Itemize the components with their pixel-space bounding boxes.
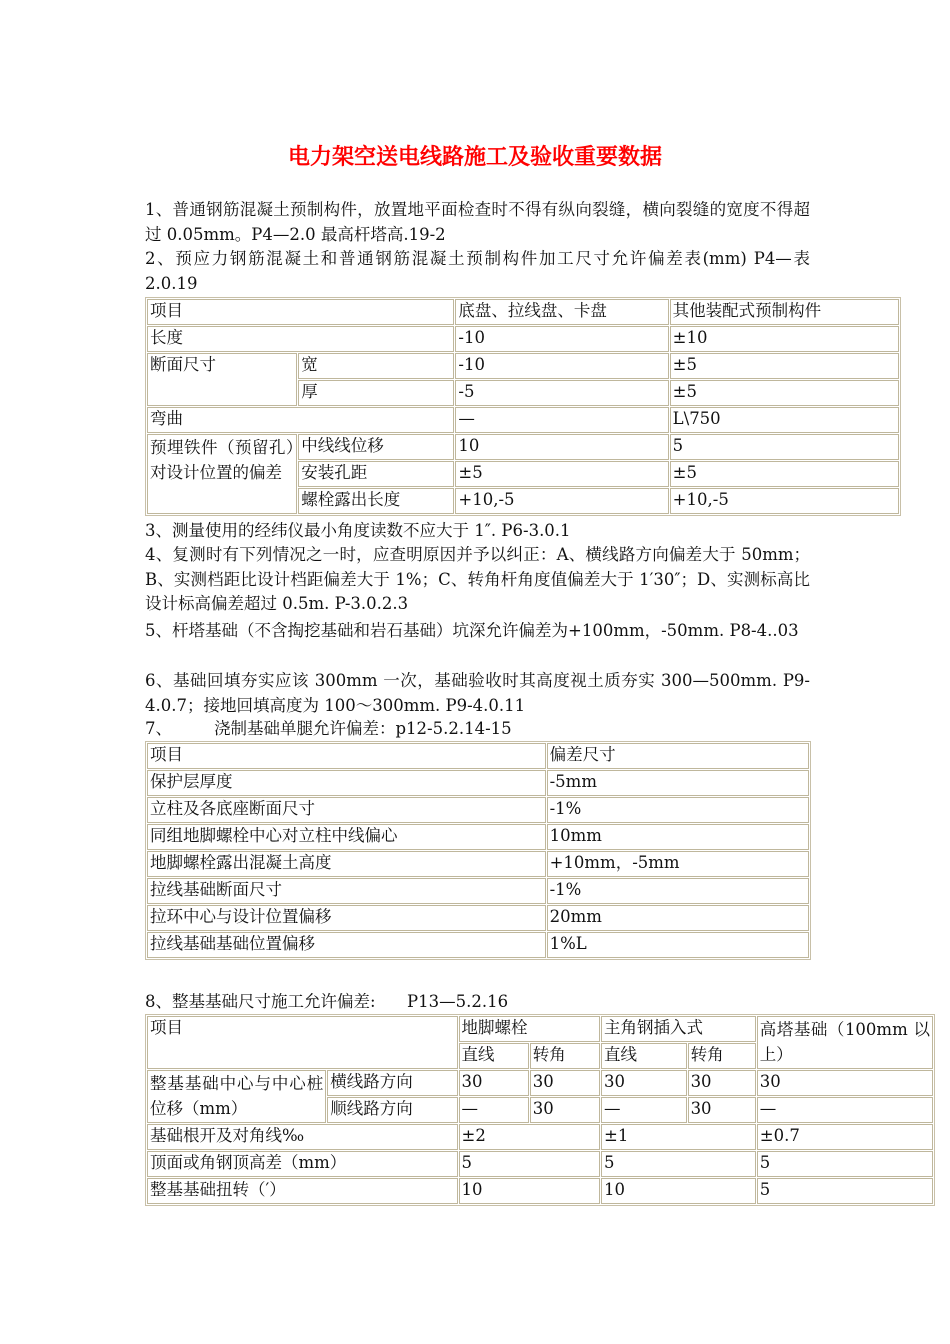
paragraph-8: 8、整基基础尺寸施工允许偏差: P13—5.2.16	[145, 992, 509, 1011]
table-cell: 整基基础中心与中心桩位移（mm）	[147, 1070, 326, 1123]
table-cell: ±2	[459, 1124, 601, 1150]
header-item: 项目	[147, 1016, 458, 1069]
table-row	[147, 743, 809, 769]
table-row	[147, 905, 809, 931]
table-cell: 顺线路方向	[327, 1097, 457, 1123]
paragraph-2: 2、预应力钢筋混凝土和普通钢筋混凝土预制构件加工尺寸允许偏差表(mm) P4—表 2.0.19	[145, 249, 810, 293]
table-cell: 拉线基础基础位置偏移	[147, 932, 546, 958]
table-row	[147, 1124, 933, 1150]
paragraph-1: 1、普通钢筋混凝土预制构件，放置地平面检查时不得有纵向裂缝，横向裂缝的宽度不得超过 0.05mm。P4—2.0 最高杆塔高.19-2	[145, 200, 810, 244]
table-row	[147, 1178, 933, 1204]
table-row	[147, 770, 809, 796]
table-cell: 安装孔距	[298, 461, 454, 487]
table-row	[147, 932, 809, 958]
table-cell: —	[757, 1097, 933, 1123]
table-cell: 5	[757, 1178, 933, 1204]
table-cell: ±1	[601, 1124, 756, 1150]
table-row	[147, 851, 809, 877]
table-cell: L\750	[670, 407, 899, 433]
table-cell: 断面尺寸	[147, 353, 297, 406]
header-main-angle: 主角钢插入式	[601, 1016, 756, 1042]
table-row	[147, 353, 899, 379]
table-cell: 10	[459, 1178, 601, 1204]
paragraph-5: 5、杆塔基础（不含掏挖基础和岩石基础）坑深允许偏差为+100mm，-50mm. P8-4..03	[145, 621, 799, 640]
table-cell: 中线线位移	[298, 434, 454, 460]
header-col: 其他装配式预制构件	[670, 299, 899, 325]
table-cell: -10	[455, 353, 668, 379]
table-cell: 10mm	[547, 824, 809, 850]
table-cell: -5	[455, 380, 668, 406]
table-row	[147, 1070, 933, 1096]
table-cell: 30	[530, 1097, 600, 1123]
table-cell: 拉线基础断面尺寸	[147, 878, 546, 904]
table-cell: -1%	[547, 878, 809, 904]
table-cell: 整基基础扭转（′）	[147, 1178, 458, 1204]
table-cell: 5	[670, 434, 899, 460]
table-cell: 同组地脚螺栓中心对立柱中线偏心	[147, 824, 546, 850]
table-cell: ±10	[670, 326, 899, 352]
table-cell: 拉环中心与设计位置偏移	[147, 905, 546, 931]
table-cell: 5	[459, 1151, 601, 1177]
header-item: 项目	[147, 299, 454, 325]
pour-foundation-tolerance-table	[145, 741, 811, 960]
table-cell: -10	[455, 326, 668, 352]
table-cell: +10,-5	[670, 488, 899, 514]
table-cell: 30	[459, 1070, 529, 1096]
table-cell: -1%	[547, 797, 809, 823]
table-row	[147, 407, 899, 433]
table-cell: 弯曲	[147, 407, 454, 433]
table-cell: ±5	[670, 461, 899, 487]
table-cell: -5mm	[547, 770, 809, 796]
header-straight: 直线	[601, 1043, 687, 1069]
table-cell: ±5	[455, 461, 668, 487]
header-high-tower: 高塔基础（100mm 以上）	[757, 1016, 933, 1069]
table-row	[147, 878, 809, 904]
page-title: 电力架空送电线路施工及验收重要数据	[287, 145, 662, 170]
table-cell: 立柱及各底座断面尺寸	[147, 797, 546, 823]
table-row	[147, 797, 809, 823]
table-cell: 10	[601, 1178, 756, 1204]
table-cell: 10	[455, 434, 668, 460]
table-cell: 30	[601, 1070, 687, 1096]
table-cell: 30	[757, 1070, 933, 1096]
table-cell: 螺栓露出长度	[298, 488, 454, 514]
table-cell: 宽	[298, 353, 454, 379]
table-cell: 1%L	[547, 932, 809, 958]
table-cell: 20mm	[547, 905, 809, 931]
prefab-tolerance-table	[145, 297, 901, 516]
whole-foundation-tolerance-table	[145, 1014, 935, 1206]
table-cell: ±0.7	[757, 1124, 933, 1150]
table-row	[147, 434, 899, 460]
table-cell: 横线路方向	[327, 1070, 457, 1096]
table-cell: ±5	[670, 380, 899, 406]
table-cell: 厚	[298, 380, 454, 406]
table-cell: ±5	[670, 353, 899, 379]
table-cell: 预埋铁件（预留孔）对设计位置的偏差	[147, 434, 297, 514]
table-cell: 保护层厚度	[147, 770, 546, 796]
table-cell: +10mm，-5mm	[547, 851, 809, 877]
table-cell: 地脚螺栓露出混凝土高度	[147, 851, 546, 877]
table-cell: 长度	[147, 326, 454, 352]
header-corner: 转角	[530, 1043, 600, 1069]
table-cell: 5	[601, 1151, 756, 1177]
table-cell: +10,-5	[455, 488, 668, 514]
table-row	[147, 1151, 933, 1177]
table-cell: 顶面或角钢顶高差（mm）	[147, 1151, 458, 1177]
table-row	[147, 326, 899, 352]
paragraph-3: 3、测量使用的经纬仪最小角度读数不应大于 1″. P6-3.0.1	[145, 521, 571, 540]
header-col: 底盘、拉线盘、卡盘	[455, 299, 668, 325]
header-corner: 转角	[688, 1043, 756, 1069]
table-cell: 基础根开及对角线‰	[147, 1124, 458, 1150]
table-cell: 30	[688, 1097, 756, 1123]
table-cell: 30	[530, 1070, 600, 1096]
table-cell: —	[459, 1097, 529, 1123]
table-cell: 5	[757, 1151, 933, 1177]
paragraph-7: 7、 浇制基础单腿允许偏差：p12-5.2.14-15	[145, 719, 512, 738]
header-item: 项目	[147, 743, 546, 769]
table-row	[147, 299, 899, 325]
table-cell: 30	[688, 1070, 756, 1096]
paragraph-4: 4、复测时有下列情况之一时，应查明原因并予以纠正：A、横线路方向偏差大于 50mm；B、实测档距比设计档距偏差大于 1%；C、转角杆角度值偏差大于 1′30″；D、实测标高比设计标高偏差超过 0.5m. P-3.0.2.3	[145, 545, 810, 613]
header-straight: 直线	[459, 1043, 529, 1069]
table-row	[147, 824, 809, 850]
table-cell: —	[455, 407, 668, 433]
table-cell: —	[601, 1097, 687, 1123]
header-anchor-bolt: 地脚螺栓	[459, 1016, 601, 1042]
table-row	[147, 1016, 933, 1042]
header-dev: 偏差尺寸	[547, 743, 809, 769]
paragraph-6: 6、基础回填夯实应该 300mm 一次，基础验收时其高度视土质夯实 300—500mm. P9-4.0.7；接地回填高度为 100～300mm. P9-4.0.11	[145, 671, 810, 715]
